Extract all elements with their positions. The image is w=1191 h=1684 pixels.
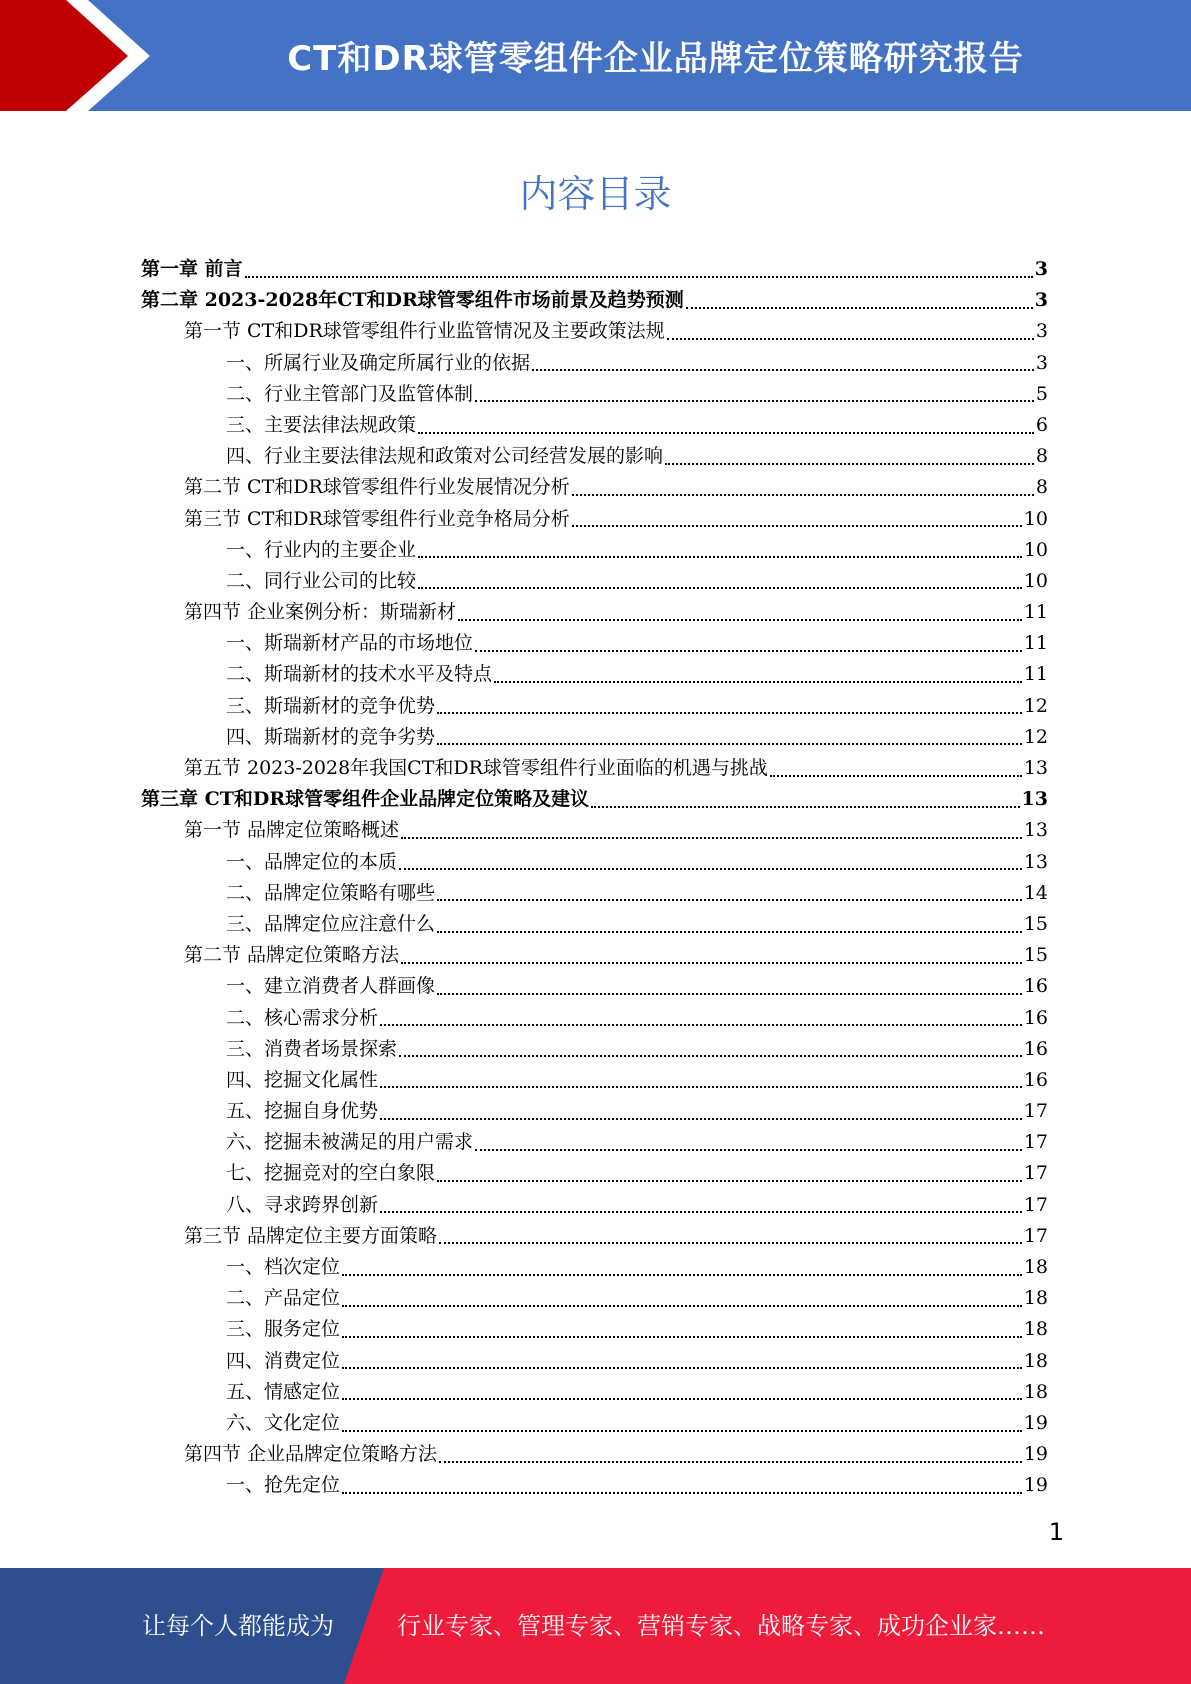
toc-entry[interactable] [141, 909, 1048, 940]
toc-entry-label: 第五节 2023-2028年我国CT和DR球管零组件行业面临的机遇与挑战 [184, 757, 768, 779]
toc-entry-page: 8 [1035, 445, 1048, 468]
toc-entry[interactable] [141, 566, 1048, 597]
toc-entry[interactable] [141, 1158, 1048, 1189]
toc-entry-page: 6 [1035, 413, 1048, 436]
toc-entry-label: 一、抢先定位 [226, 1474, 341, 1497]
toc-dot-leader [532, 369, 1034, 371]
toc-dot-leader [399, 868, 1022, 870]
toc-entry[interactable] [141, 316, 1048, 347]
toc-dot-leader [418, 587, 1022, 589]
toc-entry-label: 一、行业内的主要企业 [226, 538, 417, 561]
toc-entry[interactable] [141, 472, 1048, 503]
toc-entry[interactable] [141, 753, 1048, 784]
toc-entry-label: 第一节 CT和DR球管零组件行业监管情况及主要政策法规 [184, 320, 665, 343]
toc-dot-leader [475, 400, 1034, 402]
toc-dot-leader [342, 1274, 1022, 1276]
toc-dot-leader [591, 806, 1019, 808]
toc-entry[interactable] [141, 1377, 1048, 1408]
toc-entry-page: 18 [1023, 1349, 1048, 1372]
toc-entry-label: 第二节 CT和DR球管零组件行业发展情况分析 [184, 476, 570, 499]
toc-entry-label: 一、建立消费者人群画像 [226, 975, 436, 998]
toc-entry-label: 第二节 品牌定位策略方法 [184, 944, 400, 967]
toc-entry[interactable] [141, 379, 1048, 410]
toc-entry-page: 17 [1023, 1193, 1048, 1216]
toc-dot-leader [399, 1055, 1022, 1057]
toc-entry-label: 一、品牌定位的本质 [226, 850, 398, 873]
toc-dot-leader [342, 1430, 1022, 1432]
toc-entry-page: 19 [1023, 1443, 1048, 1466]
toc-entry[interactable] [141, 878, 1048, 909]
toc-entry-label: 五、情感定位 [226, 1380, 341, 1403]
toc-entry-page: 13 [1023, 850, 1048, 873]
toc-dot-leader [437, 712, 1022, 714]
chevron-red-arrow [0, 0, 128, 111]
toc-dot-leader [342, 1305, 1022, 1307]
toc-entry[interactable] [141, 1221, 1048, 1252]
toc-entry[interactable] [141, 1003, 1048, 1034]
toc-entry[interactable] [141, 1096, 1048, 1127]
toc-entry[interactable] [141, 348, 1048, 379]
toc-entry-page: 16 [1023, 1068, 1048, 1091]
toc-entry[interactable] [141, 1470, 1048, 1501]
toc-entry[interactable] [141, 1252, 1048, 1283]
toc-entry-label: 二、同行业公司的比较 [226, 569, 417, 592]
toc-entry-label: 三、品牌定位应注意什么 [226, 912, 436, 935]
table-of-contents [141, 254, 1048, 1502]
toc-dot-leader [475, 1149, 1022, 1151]
toc-entry-label: 一、所属行业及确定所属行业的依据 [226, 351, 531, 374]
toc-dot-leader [667, 338, 1034, 340]
toc-entry-page: 15 [1023, 944, 1048, 967]
toc-heading: 内容目录 [519, 172, 672, 216]
toc-dot-leader [380, 1086, 1022, 1088]
toc-entry-page: 10 [1023, 507, 1048, 530]
toc-entry-label: 二、斯瑞新材的技术水平及特点 [226, 663, 493, 686]
toc-entry-page: 11 [1023, 632, 1048, 655]
toc-dot-leader [439, 1461, 1022, 1463]
toc-entry-page: 14 [1023, 881, 1048, 904]
toc-entry-page: 16 [1023, 975, 1048, 998]
toc-entry[interactable] [141, 1346, 1048, 1377]
footer-slogan-right: 行业专家、管理专家、营销专家、战略专家、成功企业家…… [397, 1612, 1045, 1640]
toc-entry-page: 17 [1023, 1162, 1048, 1185]
toc-entry-label: 四、挖掘文化属性 [226, 1068, 379, 1091]
toc-dot-leader [380, 1118, 1022, 1120]
toc-entry[interactable] [141, 597, 1048, 628]
report-title: CT和DR球管零组件企业品牌定位策略研究报告 [287, 39, 1024, 79]
toc-dot-leader [401, 962, 1022, 964]
toc-entry[interactable] [141, 1065, 1048, 1096]
toc-entry[interactable] [141, 504, 1048, 535]
toc-entry[interactable] [141, 691, 1048, 722]
toc-dot-leader [572, 494, 1034, 496]
toc-entry-label: 三、斯瑞新材的竞争优势 [226, 694, 436, 717]
toc-entry-page: 15 [1023, 912, 1048, 935]
toc-dot-leader [494, 681, 1022, 683]
toc-entry[interactable] [141, 628, 1048, 659]
toc-entry-page: 17 [1023, 1224, 1048, 1247]
toc-entry-page: 17 [1023, 1131, 1048, 1154]
toc-dot-leader [437, 743, 1022, 745]
page-number: 1 [1048, 1518, 1064, 1546]
toc-entry-label: 七、挖掘竞对的空白象限 [226, 1162, 436, 1185]
toc-entry[interactable] [141, 940, 1048, 971]
toc-entry[interactable] [141, 1408, 1048, 1439]
toc-entry-page: 10 [1023, 538, 1048, 561]
toc-entry[interactable] [141, 441, 1048, 472]
toc-entry-page: 18 [1023, 1380, 1048, 1403]
toc-entry[interactable] [141, 722, 1048, 753]
toc-entry-label: 二、品牌定位策略有哪些 [226, 881, 436, 904]
toc-entry-page: 18 [1023, 1318, 1048, 1341]
toc-entry-label: 六、文化定位 [226, 1411, 341, 1434]
footer-banner [0, 1568, 1191, 1684]
toc-entry-label: 第二章 2023-2028年CT和DR球管零组件市场前景及趋势预测 [141, 289, 684, 312]
toc-dot-leader [380, 1211, 1022, 1213]
header-banner [0, 0, 1191, 111]
toc-dot-leader [342, 1367, 1022, 1369]
toc-dot-leader [665, 463, 1034, 465]
toc-entry[interactable] [141, 1283, 1048, 1314]
toc-entry-page: 8 [1035, 476, 1048, 499]
toc-entry[interactable] [141, 410, 1048, 441]
toc-entry-page: 10 [1023, 569, 1048, 592]
toc-entry[interactable] [141, 659, 1048, 690]
toc-entry-label: 一、档次定位 [226, 1256, 341, 1278]
toc-dot-leader [401, 837, 1022, 839]
toc-entry-label: 一、斯瑞新材产品的市场地位 [226, 632, 474, 655]
toc-entry[interactable] [141, 1314, 1048, 1345]
toc-entry-label: 三、服务定位 [226, 1318, 341, 1341]
toc-entry-label: 四、消费定位 [226, 1349, 341, 1372]
toc-dot-leader [380, 1024, 1022, 1026]
toc-entry[interactable] [141, 285, 1048, 316]
toc-entry[interactable] [141, 254, 1048, 285]
toc-entry-label: 六、挖掘未被满足的用户需求 [226, 1131, 474, 1154]
toc-entry-label: 四、行业主要法律法规和政策对公司经营发展的影响 [226, 445, 664, 468]
toc-entry-page: 11 [1023, 663, 1048, 686]
toc-entry-label: 二、核心需求分析 [226, 1006, 379, 1029]
toc-entry-page: 19 [1023, 1411, 1048, 1434]
toc-entry-page: 16 [1023, 1006, 1048, 1029]
toc-entry-page: 5 [1035, 382, 1048, 405]
toc-entry-page: 11 [1023, 601, 1048, 624]
toc-entry[interactable] [141, 784, 1048, 815]
toc-entry-page: 3 [1034, 258, 1048, 280]
toc-entry[interactable] [141, 815, 1048, 846]
toc-entry-label: 第三节 CT和DR球管零组件行业竞争格局分析 [184, 507, 570, 530]
toc-dot-leader [458, 619, 1022, 621]
toc-entry[interactable] [141, 1127, 1048, 1158]
toc-entry-label: 第一章 前言 [141, 258, 243, 280]
toc-entry-label: 三、消费者场景探索 [226, 1037, 398, 1060]
toc-dot-leader [770, 775, 1022, 777]
toc-entry-page: 16 [1023, 1037, 1048, 1060]
toc-dot-leader [572, 525, 1022, 527]
toc-entry-label: 第一节 品牌定位策略概述 [184, 819, 400, 842]
toc-dot-leader [437, 899, 1022, 901]
toc-dot-leader [245, 276, 1033, 278]
toc-entry-page: 13 [1023, 757, 1048, 779]
footer-slogan-left: 让每个人都能成为 [142, 1612, 334, 1640]
toc-entry-page: 12 [1023, 694, 1048, 717]
toc-entry-page: 18 [1023, 1287, 1048, 1310]
toc-entry[interactable] [141, 535, 1048, 566]
toc-dot-leader [439, 1242, 1022, 1244]
toc-entry[interactable] [141, 971, 1048, 1002]
toc-entry-label: 第三章 CT和DR球管零组件企业品牌定位策略及建议 [141, 788, 590, 811]
toc-entry-page: 3 [1034, 289, 1048, 312]
toc-dot-leader [418, 556, 1022, 558]
toc-entry-label: 八、寻求跨界创新 [226, 1193, 379, 1216]
toc-entry-label: 二、行业主管部门及监管体制 [226, 382, 474, 405]
toc-entry-page: 3 [1035, 351, 1048, 374]
toc-entry[interactable] [141, 1034, 1048, 1065]
toc-dot-leader [418, 432, 1034, 434]
toc-dot-leader [686, 307, 1033, 309]
toc-entry-page: 3 [1035, 320, 1048, 343]
toc-entry-label: 四、斯瑞新材的竞争劣势 [226, 725, 436, 748]
toc-entry-page: 19 [1023, 1474, 1048, 1497]
toc-entry-label: 第四节 企业品牌定位策略方法 [184, 1443, 438, 1466]
toc-entry-page: 13 [1021, 788, 1048, 811]
toc-entry[interactable] [141, 847, 1048, 878]
toc-entry-label: 三、主要法律法规政策 [226, 413, 417, 436]
toc-dot-leader [342, 1336, 1022, 1338]
toc-entry-page: 18 [1023, 1256, 1048, 1278]
toc-entry-label: 二、产品定位 [226, 1287, 341, 1310]
toc-entry-page: 12 [1023, 725, 1048, 748]
toc-entry-label: 第四节 企业案例分析：斯瑞新材 [184, 601, 457, 624]
toc-dot-leader [342, 1398, 1022, 1400]
toc-dot-leader [437, 993, 1022, 995]
toc-dot-leader [342, 1492, 1022, 1494]
toc-dot-leader [475, 650, 1022, 652]
toc-entry-label: 五、挖掘自身优势 [226, 1100, 379, 1123]
toc-entry[interactable] [141, 1439, 1048, 1470]
toc-entry-page: 13 [1023, 819, 1048, 842]
toc-entry-label: 第三节 品牌定位主要方面策略 [184, 1224, 438, 1247]
toc-dot-leader [437, 931, 1022, 933]
toc-entry[interactable] [141, 1190, 1048, 1221]
toc-entry-page: 17 [1023, 1100, 1048, 1123]
toc-dot-leader [437, 1180, 1022, 1182]
